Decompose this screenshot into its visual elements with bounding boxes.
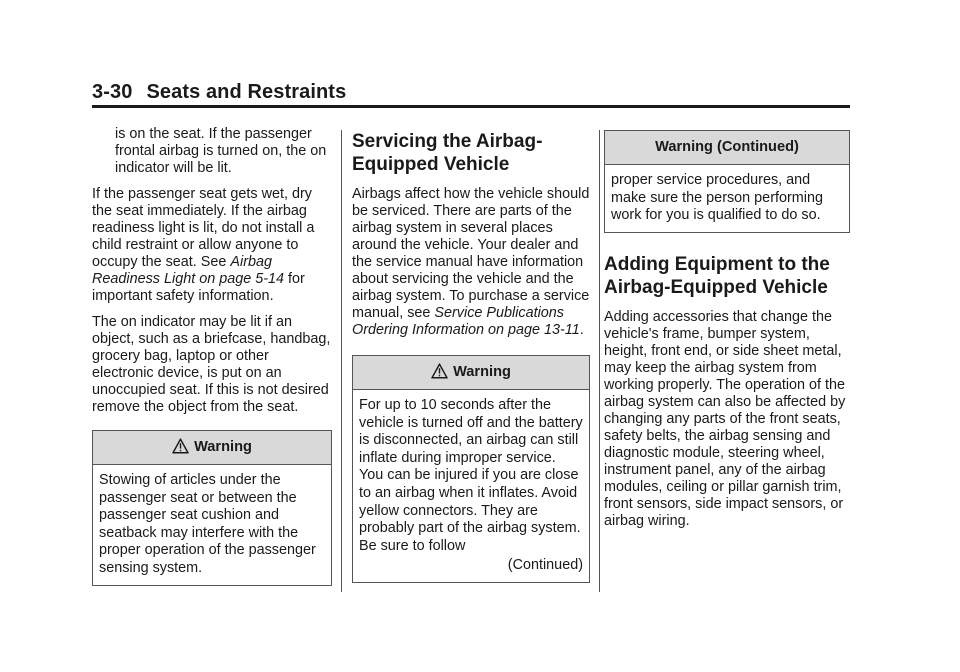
wet-seat-text-end: for important safety information. [92,271,305,304]
warning-box-header: Warning (Continued) [605,131,849,165]
warning-box-header [93,431,331,465]
servicing-text-end: . [579,322,584,338]
page-number: 3-30 [92,81,133,103]
on-indicator-paragraph: The on indicator may be lit if an object, such as a briefcase, handbag, grocery bag, laptop or other electronic device, is put on an unoccupied seat. If this is not desired remove the object from the seat. [92,314,331,415]
warning-box-body: Stowing of articles under the passenger seat or between the passenger seat cushion and seatback may interfere with the proper operation of the passenger sensing system. [99,472,316,576]
page-header [92,80,850,108]
warning-box [92,430,332,586]
warning-box [352,355,590,583]
section-heading: Servicing the Airbag-Equipped Vehicle [352,131,543,175]
section-heading: Adding Equipment to the Airbag-Equipped Vehicle [604,253,830,298]
service-publications-link[interactable]: Service Publications Ordering Information on page 13-11 [352,305,580,338]
warning-box-continued [604,130,850,233]
warning-box-body [353,390,589,582]
continued-paragraph: is on the seat. If the passenger frontal airbag is turned on, the on indicator will be lit. [115,126,327,176]
column-divider [599,130,600,592]
servicing-text: Airbags affect how the vehicle should be serviced. There are parts of the airbag system in several places around the vehicle. Your dealer and the service manual have information about servicing the vehicle and the airbag system. To purchase a service manual, see [352,186,590,321]
warning-title: Warning [194,439,252,455]
header-title [92,80,850,104]
warning-triangle-icon [172,434,189,467]
warning-triangle-icon [431,359,448,392]
column-1 [92,126,332,586]
column-divider [341,130,342,592]
warning-text: For up to 10 seconds after the vehicle is turned off and the battery is disconnected, an airbag can still inflate during improper service. You can be injured if you are close to an airbag when it inflates. Avoid yellow connectors. They are probably part of the airbag system. Be sure to follow [359,397,583,554]
airbag-readiness-link[interactable]: Airbag Readiness Light on page 5-14 [92,254,285,287]
wet-seat-text: If the passenger seat gets wet, dry the seat immediately. If the airbag readiness light is lit, do not install a child restraint or allow anyone to occupy the seat. See [92,186,315,270]
header-rule [92,105,850,108]
adding-equipment-paragraph: Adding accessories that change the vehicle's frame, bumper system, height, front end, or side sheet metal, may keep the airbag system from working properly. The operation of the airbag system can also be affected by changing any parts of the front seats, safety belts, the airbag sensing and diagnostic module, steering wheel, instrument panel, any of the airbag modules, ceiling or pillar garnish trim, front sensors, side impact sensors, or airbag wiring. [604,308,846,529]
warning-title: Warning [453,364,511,380]
warning-box-header [353,356,589,390]
column-2 [352,130,590,583]
wet-seat-paragraph [92,186,332,305]
column-3 [604,130,850,539]
servicing-paragraph [352,186,590,339]
warning-box-body: proper service procedures, and make sure the person performing work for you is qualified to do so. [611,172,823,224]
continued-label: (Continued) [507,557,583,574]
section-title: Seats and Restraints [146,81,347,103]
